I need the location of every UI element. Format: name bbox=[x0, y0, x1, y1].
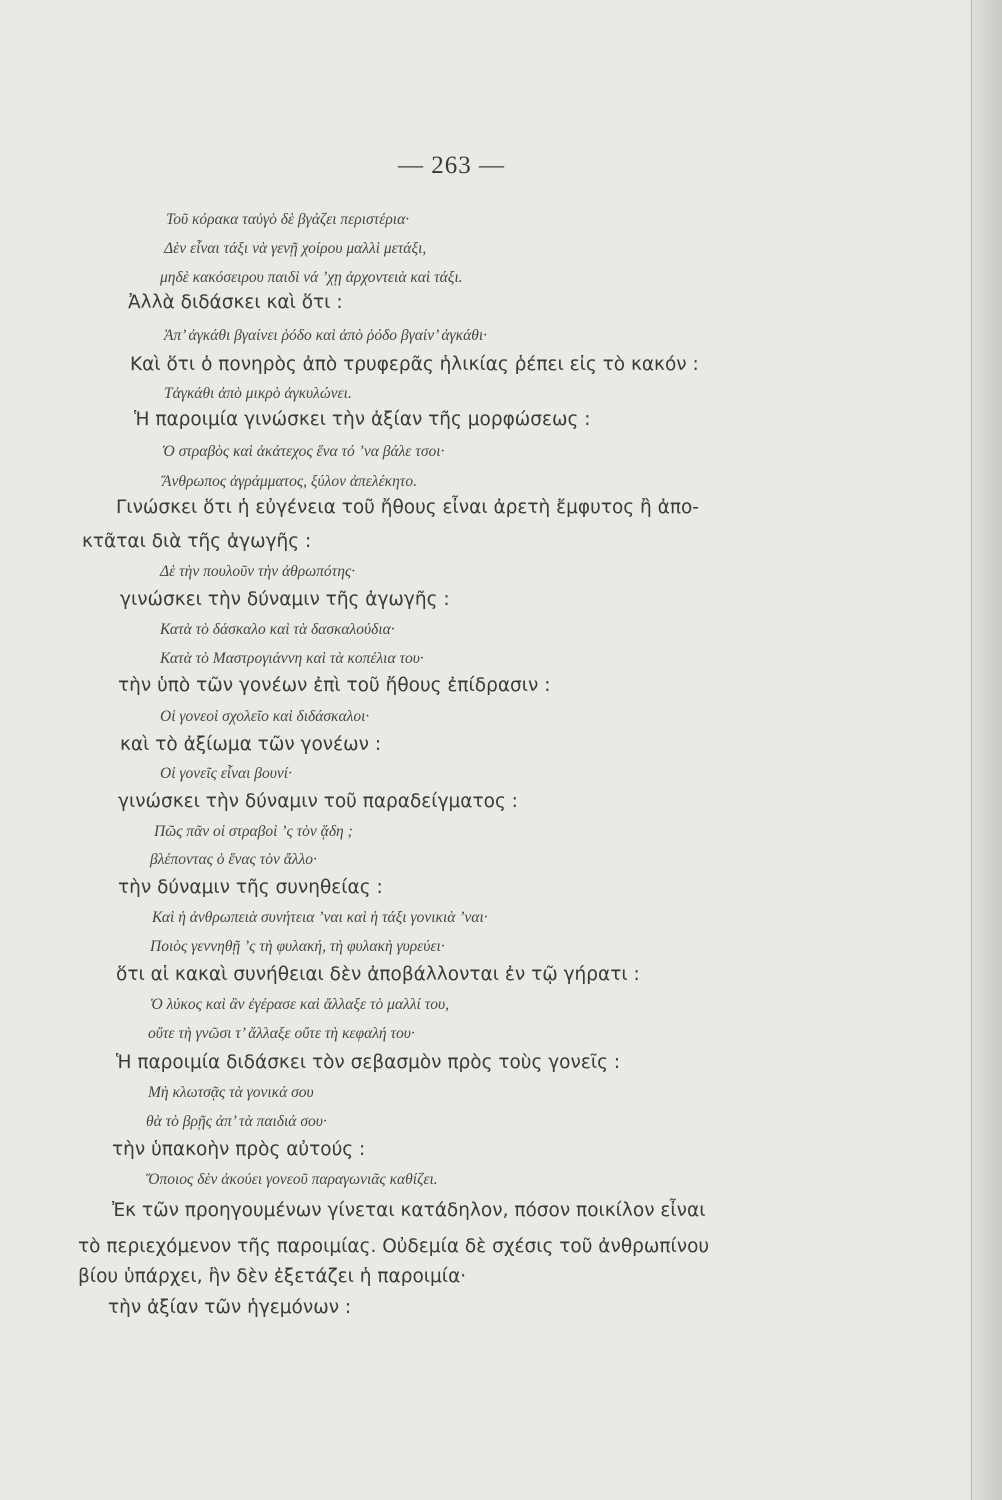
page-edge-shadow bbox=[970, 0, 1002, 1500]
prose-line: ὅτι αἱ κακαὶ συνήθειαι δὲν ἀποβάλλονται ἐν τῷ γήρατι : bbox=[116, 964, 640, 985]
prose-line: τὴν ἀξίαν τῶν ἡγεμόνων : bbox=[108, 1297, 352, 1318]
prose-line: καὶ τὸ ἀξίωμα τῶν γονέων : bbox=[120, 734, 382, 755]
verse-line: οὔτε τὴ γνῶσι τ’ ἄλλαξε οὔτε τὴ κεφαλή του· bbox=[148, 1025, 415, 1042]
prose-line: Καὶ ὅτι ὁ πονηρὸς ἀπὸ τρυφερᾶς ἡλικίας ῥέπει εἰς τὸ κακόν : bbox=[130, 354, 699, 375]
verse-line: Πῶς πᾶν οἱ στραβοὶ ’ς τὸν ᾅδη ; bbox=[154, 823, 353, 840]
prose-line: Ἡ παροιμία γινώσκει τὴν ἀξίαν τῆς μορφώσεως : bbox=[134, 409, 591, 430]
verse-line: Καὶ ἡ ἀνθρωπειὰ συνήτεια ’ναι καὶ ἡ τάξι γονικιὰ ’ναι· bbox=[152, 909, 488, 926]
verse-line: Ὅποιος δὲν ἀκούει γονεοῦ παραγωνιᾶς καθίζει. bbox=[146, 1171, 438, 1188]
prose-line: βίου ὑπάρχει, ἣν δὲν ἐξετάζει ἡ παροιμία· bbox=[78, 1266, 467, 1287]
verse-line: Ἀπ’ ἀγκάθι βγαίνει ῥόδο καὶ ἀπὸ ῥόδο βγαίν’ ἀγκάθι· bbox=[164, 327, 488, 344]
verse-line: Κατὰ τὸ Μαστρογιάννη καὶ τὰ κοπέλια του· bbox=[160, 650, 424, 667]
verse-line: Τοῦ κόρακα ταὐγὸ δὲ βγάζει περιστέρια· bbox=[166, 211, 410, 228]
verse-line: Οἱ γονεοὶ σχολεῖο καὶ διδάσκαλοι· bbox=[160, 708, 370, 725]
prose-line: τὸ περιεχόμενον τῆς παροιμίας. Οὐδεμία δὲ σχέσις τοῦ ἀνθρωπίνου bbox=[78, 1236, 710, 1257]
verse-line: Οἱ γονεῖς εἶναι βουνί· bbox=[160, 765, 292, 782]
prose-line: Ἡ παροιμία διδάσκει τὸν σεβασμὸν πρὸς τοὺς γονεῖς : bbox=[116, 1052, 621, 1073]
prose-line: τὴν δύναμιν τῆς συνηθείας : bbox=[118, 877, 383, 898]
prose-line: γινώσκει τὴν δύναμιν τῆς ἀγωγῆς : bbox=[120, 589, 450, 610]
verse-line: Ποιὸς γεννηθῇ ’ς τὴ φυλακή, τὴ φυλακὴ γυρεύει· bbox=[150, 938, 445, 955]
prose-line: Ἐκ τῶν προηγουμένων γίνεται κατάδηλον, πόσον ποικίλον εἶναι bbox=[112, 1200, 706, 1221]
prose-line: Ἀλλὰ διδάσκει καὶ ὅτι : bbox=[128, 292, 343, 313]
prose-line: γινώσκει τὴν δύναμιν τοῦ παραδείγματος : bbox=[118, 791, 518, 812]
page-number: — 263 — bbox=[398, 152, 505, 179]
prose-line: κτᾶται διὰ τῆς ἀγωγῆς : bbox=[82, 531, 312, 552]
prose-line: Γινώσκει ὅτι ἡ εὐγένεια τοῦ ἤθους εἶναι ἀρετὴ ἔμφυτος ἢ ἀπο- bbox=[116, 497, 699, 518]
verse-line: Μὴ κλωτσᾷς τὰ γονικά σου bbox=[148, 1084, 314, 1101]
verse-line: Τἀγκάθι ἀπὸ μικρὸ ἀγκυλώνει. bbox=[164, 385, 352, 402]
page-edge-line bbox=[971, 0, 972, 1500]
prose-line: τὴν ὑπακοὴν πρὸς αὐτούς : bbox=[112, 1139, 366, 1160]
verse-line: θὰ τὸ βρῇς ἀπ’ τὰ παιδιά σου· bbox=[146, 1113, 327, 1130]
verse-line: Δὲ τὴν πουλοῦν τὴν ἀθρωπότης· bbox=[160, 563, 356, 580]
prose-line: τὴν ὑπὸ τῶν γονέων ἐπὶ τοῦ ἤθους ἐπίδρασιν : bbox=[118, 675, 551, 696]
verse-line: Ἄνθρωπος ἀγράμματος, ξύλον ἀπελέκητο. bbox=[162, 473, 417, 490]
verse-line: Κατὰ τὸ δάσκαλο καὶ τὰ δασκαλούδια· bbox=[160, 621, 395, 638]
verse-line: μηδὲ κακόσειρου παιδὶ νά ’χῃ ἀρχοντειὰ καὶ τάξι. bbox=[160, 269, 463, 286]
verse-line: Δὲν εἶναι τάξι νὰ γενῇ χοίρου μαλλὶ μετάξι, bbox=[164, 240, 427, 257]
verse-line: Ὁ στραβὸς καὶ ἀκάτεχος ἕνα τό ’να βάλε τσοι· bbox=[162, 443, 445, 460]
verse-line: βλέποντας ὁ ἕνας τὸν ἄλλο· bbox=[150, 851, 317, 868]
verse-line: Ὁ λύκος καὶ ἂν ἐγέρασε καὶ ἄλλαξε τὸ μαλλί του, bbox=[150, 996, 449, 1013]
